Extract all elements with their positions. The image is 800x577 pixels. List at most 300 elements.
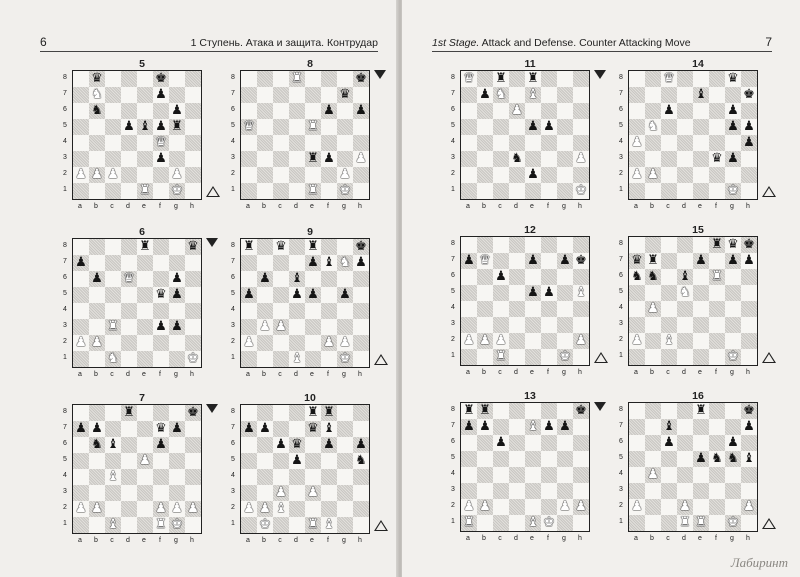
rank-label: 5 [619, 288, 623, 295]
square-b2 [89, 167, 105, 183]
square-a3 [461, 151, 477, 167]
file-labels [628, 535, 758, 542]
file-label: e [530, 203, 534, 210]
square-c3 [661, 483, 677, 499]
square-f5 [321, 119, 337, 135]
square-c7 [493, 253, 509, 269]
square-g6 [337, 437, 353, 453]
rank-label: 5 [451, 122, 455, 129]
square-d7 [509, 253, 525, 269]
square-g2 [337, 335, 353, 351]
rank-labels [448, 402, 458, 530]
square-d4 [677, 301, 693, 317]
square-c2 [661, 499, 677, 515]
square-f5 [153, 119, 169, 135]
white-bishop-icon: ♝ [575, 285, 587, 300]
square-g4 [337, 303, 353, 319]
square-g6 [337, 103, 353, 119]
square-c6 [661, 103, 677, 119]
rank-label: 2 [619, 170, 623, 177]
square-d6 [509, 269, 525, 285]
square-d8 [677, 237, 693, 253]
white-bishop-icon: ♝ [323, 517, 335, 532]
file-label: h [190, 537, 194, 544]
file-label: c [666, 535, 670, 542]
square-a3 [73, 151, 89, 167]
square-a2 [461, 167, 477, 183]
square-a4 [73, 303, 89, 319]
square-e3 [137, 151, 153, 167]
square-c7 [661, 87, 677, 103]
file-label: d [126, 203, 130, 210]
rank-labels [60, 404, 70, 532]
square-f3 [321, 319, 337, 335]
file-label: f [159, 371, 161, 378]
square-b5 [89, 119, 105, 135]
square-h3 [573, 483, 589, 499]
file-label: d [294, 371, 298, 378]
rank-label: 3 [63, 322, 67, 329]
chess-board [72, 238, 202, 368]
square-g2 [557, 167, 573, 183]
square-g8 [557, 71, 573, 87]
chess-diagram [448, 58, 610, 218]
square-d3 [289, 319, 305, 335]
square-d6 [121, 103, 137, 119]
page-title: 1 Ступень. Атака и защита. Контрудар [190, 37, 378, 49]
square-b4 [645, 135, 661, 151]
rank-label: 7 [619, 422, 623, 429]
square-f4 [321, 469, 337, 485]
square-a6 [73, 271, 89, 287]
square-g7 [337, 87, 353, 103]
page-header [40, 34, 378, 52]
file-label: h [578, 369, 582, 376]
square-e6 [693, 269, 709, 285]
diagram-number: 11 [524, 58, 536, 70]
square-f3 [709, 151, 725, 167]
square-d2 [509, 167, 525, 183]
square-c1 [105, 351, 121, 367]
square-c6 [493, 435, 509, 451]
white-knight-icon: ♞ [495, 87, 507, 102]
square-e6 [137, 271, 153, 287]
square-f3 [321, 485, 337, 501]
black-rook-icon: ♜ [695, 403, 707, 418]
square-f1 [153, 351, 169, 367]
white-rook-icon: ♜ [679, 515, 691, 530]
square-e5 [525, 451, 541, 467]
file-label: f [715, 369, 717, 376]
square-b7 [89, 421, 105, 437]
black-pawn-icon: ♟ [355, 255, 367, 270]
rank-label: 7 [63, 424, 67, 431]
rank-label: 4 [451, 304, 455, 311]
square-h1 [185, 517, 201, 533]
square-f7 [709, 419, 725, 435]
square-b4 [645, 467, 661, 483]
square-b5 [645, 285, 661, 301]
rank-label: 7 [231, 424, 235, 431]
black-pawn-icon: ♟ [743, 419, 755, 434]
square-f5 [709, 119, 725, 135]
square-d1 [509, 349, 525, 365]
square-c5 [493, 119, 509, 135]
white-queen-icon: ♛ [479, 253, 491, 268]
file-label: h [578, 535, 582, 542]
white-bishop-icon: ♝ [291, 351, 303, 366]
square-g1 [725, 183, 741, 199]
file-label: h [578, 203, 582, 210]
square-e3 [525, 483, 541, 499]
square-f8 [153, 405, 169, 421]
square-h3 [185, 319, 201, 335]
square-d5 [677, 451, 693, 467]
square-e7 [137, 421, 153, 437]
file-labels [240, 371, 370, 378]
square-d2 [677, 499, 693, 515]
square-c6 [661, 269, 677, 285]
square-a2 [73, 167, 89, 183]
square-a8 [241, 71, 257, 87]
white-bishop-icon: ♝ [527, 515, 539, 530]
square-e6 [305, 103, 321, 119]
rank-label: 4 [451, 138, 455, 145]
white-pawn-icon: ♟ [647, 467, 659, 482]
square-b1 [89, 183, 105, 199]
file-label: h [358, 371, 362, 378]
square-f3 [541, 151, 557, 167]
square-e6 [693, 435, 709, 451]
square-g4 [337, 469, 353, 485]
square-f1 [321, 183, 337, 199]
square-d4 [509, 301, 525, 317]
square-g5 [557, 451, 573, 467]
file-label: c [110, 371, 114, 378]
white-king-icon: ♚ [575, 183, 587, 198]
square-h5 [741, 451, 757, 467]
square-c6 [105, 103, 121, 119]
square-g7 [169, 255, 185, 271]
square-a3 [629, 151, 645, 167]
square-b2 [645, 499, 661, 515]
rank-labels [228, 404, 238, 532]
square-c7 [661, 419, 677, 435]
white-pawn-icon: ♟ [171, 501, 183, 516]
file-label: e [698, 203, 702, 210]
square-g4 [169, 469, 185, 485]
square-g1 [725, 515, 741, 531]
rank-label: 5 [231, 456, 235, 463]
rank-label: 5 [231, 290, 235, 297]
white-pawn-icon: ♟ [631, 167, 643, 182]
square-d2 [121, 167, 137, 183]
square-a4 [241, 303, 257, 319]
square-b8 [89, 239, 105, 255]
square-h8 [573, 237, 589, 253]
square-c5 [493, 285, 509, 301]
white-pawn-icon: ♟ [647, 167, 659, 182]
square-g5 [557, 285, 573, 301]
square-e7 [693, 87, 709, 103]
file-label: g [174, 203, 178, 210]
square-e1 [525, 349, 541, 365]
square-b5 [477, 119, 493, 135]
square-b8 [477, 71, 493, 87]
file-label: b [650, 369, 654, 376]
black-pawn-icon: ♟ [543, 285, 555, 300]
square-g5 [725, 451, 741, 467]
black-pawn-icon: ♟ [291, 453, 303, 468]
square-a4 [629, 135, 645, 151]
square-b1 [645, 183, 661, 199]
square-e8 [693, 71, 709, 87]
rank-label: 7 [451, 422, 455, 429]
square-g7 [169, 87, 185, 103]
file-label: b [650, 203, 654, 210]
file-label: c [278, 203, 282, 210]
black-bishop-icon: ♝ [743, 451, 755, 466]
square-b7 [477, 253, 493, 269]
white-knight-icon: ♞ [679, 285, 691, 300]
square-e4 [525, 301, 541, 317]
square-c6 [493, 269, 509, 285]
square-g2 [169, 167, 185, 183]
square-g7 [169, 421, 185, 437]
square-h5 [185, 453, 201, 469]
rank-label: 7 [231, 258, 235, 265]
square-f1 [541, 183, 557, 199]
square-h3 [353, 485, 369, 501]
square-c5 [273, 119, 289, 135]
rank-labels [228, 238, 238, 366]
black-pawn-icon: ♟ [727, 119, 739, 134]
square-a1 [629, 349, 645, 365]
file-label: a [78, 371, 82, 378]
black-queen-icon: ♛ [275, 239, 287, 254]
square-g5 [725, 119, 741, 135]
square-f4 [153, 469, 169, 485]
square-c7 [105, 87, 121, 103]
square-h2 [573, 333, 589, 349]
square-f4 [321, 135, 337, 151]
black-pawn-icon: ♟ [171, 287, 183, 302]
square-c4 [105, 469, 121, 485]
square-b2 [477, 167, 493, 183]
square-h2 [185, 501, 201, 517]
white-knight-icon: ♞ [107, 351, 119, 366]
square-f8 [321, 239, 337, 255]
square-c8 [493, 403, 509, 419]
rank-label: 3 [451, 486, 455, 493]
file-label: f [327, 203, 329, 210]
chess-diagram [228, 226, 390, 386]
square-b7 [257, 87, 273, 103]
rank-label: 7 [231, 90, 235, 97]
square-d1 [289, 183, 305, 199]
chess-diagram [616, 390, 778, 550]
square-e1 [693, 183, 709, 199]
square-c5 [105, 287, 121, 303]
square-h7 [353, 421, 369, 437]
square-d8 [509, 403, 525, 419]
square-g6 [337, 271, 353, 287]
black-pawn-icon: ♟ [727, 435, 739, 450]
square-b7 [89, 87, 105, 103]
square-d4 [289, 469, 305, 485]
square-f6 [709, 435, 725, 451]
rank-label: 3 [619, 486, 623, 493]
square-c4 [661, 135, 677, 151]
square-b6 [89, 437, 105, 453]
square-g6 [557, 103, 573, 119]
square-b8 [645, 403, 661, 419]
square-h1 [741, 349, 757, 365]
rank-label: 4 [619, 304, 623, 311]
white-pawn-icon: ♟ [559, 499, 571, 514]
square-d7 [121, 255, 137, 271]
square-e6 [525, 435, 541, 451]
diagram-number: 16 [692, 390, 704, 402]
square-d6 [677, 103, 693, 119]
square-b6 [645, 435, 661, 451]
square-h1 [353, 183, 369, 199]
square-f8 [541, 71, 557, 87]
diagram-number: 13 [524, 390, 536, 402]
square-g7 [557, 87, 573, 103]
square-h3 [353, 151, 369, 167]
square-c2 [493, 167, 509, 183]
file-label: f [159, 203, 161, 210]
square-b2 [257, 335, 273, 351]
white-pawn-icon: ♟ [463, 333, 475, 348]
black-pawn-icon: ♟ [727, 253, 739, 268]
chess-diagram [448, 224, 610, 384]
black-pawn-icon: ♟ [323, 103, 335, 118]
square-e1 [693, 515, 709, 531]
square-h1 [741, 183, 757, 199]
file-label: g [174, 371, 178, 378]
square-h6 [741, 435, 757, 451]
square-h1 [573, 515, 589, 531]
white-pawn-icon: ♟ [75, 501, 87, 516]
diagram-number: 10 [304, 392, 316, 404]
square-a6 [461, 269, 477, 285]
square-g3 [725, 483, 741, 499]
square-b4 [89, 469, 105, 485]
square-a2 [241, 167, 257, 183]
file-label: a [466, 369, 470, 376]
rank-label: 1 [451, 518, 455, 525]
square-e8 [525, 237, 541, 253]
black-bishop-icon: ♝ [139, 119, 151, 134]
white-king-icon: ♚ [559, 349, 571, 364]
square-c4 [273, 135, 289, 151]
file-label: c [498, 535, 502, 542]
square-d7 [677, 87, 693, 103]
black-pawn-icon: ♟ [171, 103, 183, 118]
file-label: g [342, 203, 346, 210]
square-h4 [741, 135, 757, 151]
square-h1 [741, 515, 757, 531]
square-h8 [185, 239, 201, 255]
square-c8 [273, 405, 289, 421]
square-b7 [257, 255, 273, 271]
file-label: g [342, 537, 346, 544]
square-b6 [89, 103, 105, 119]
square-d1 [677, 349, 693, 365]
black-king-icon: ♚ [743, 403, 755, 418]
diagram-number: 9 [307, 226, 313, 238]
square-h4 [185, 135, 201, 151]
file-labels [460, 535, 590, 542]
square-c1 [661, 349, 677, 365]
square-a7 [73, 421, 89, 437]
file-label: h [358, 537, 362, 544]
black-pawn-icon: ♟ [155, 119, 167, 134]
rank-label: 3 [619, 320, 623, 327]
square-d8 [677, 403, 693, 419]
square-f6 [153, 271, 169, 287]
black-queen-icon: ♛ [155, 287, 167, 302]
square-f6 [153, 437, 169, 453]
file-label: e [698, 369, 702, 376]
black-pawn-icon: ♟ [291, 287, 303, 302]
square-d2 [509, 333, 525, 349]
square-c7 [493, 419, 509, 435]
square-b4 [477, 467, 493, 483]
rank-label: 4 [619, 138, 623, 145]
black-rook-icon: ♜ [647, 253, 659, 268]
black-queen-icon: ♛ [187, 239, 199, 254]
file-label: h [746, 535, 750, 542]
rank-label: 3 [63, 488, 67, 495]
square-e4 [693, 467, 709, 483]
square-g8 [725, 71, 741, 87]
black-pawn-icon: ♟ [695, 451, 707, 466]
square-g4 [557, 467, 573, 483]
black-pawn-icon: ♟ [155, 87, 167, 102]
rank-label: 1 [451, 186, 455, 193]
square-c1 [661, 515, 677, 531]
white-to-move-icon [206, 186, 220, 197]
file-label: d [294, 537, 298, 544]
square-a4 [73, 469, 89, 485]
square-h5 [741, 119, 757, 135]
file-labels [240, 537, 370, 544]
square-a3 [461, 483, 477, 499]
chess-diagram [228, 392, 390, 552]
square-g8 [337, 239, 353, 255]
square-h4 [185, 469, 201, 485]
square-b5 [89, 453, 105, 469]
square-c8 [105, 239, 121, 255]
square-d1 [677, 183, 693, 199]
square-c3 [105, 151, 121, 167]
square-d1 [289, 517, 305, 533]
square-d3 [509, 483, 525, 499]
square-a7 [629, 419, 645, 435]
rank-label: 1 [231, 354, 235, 361]
white-pawn-icon: ♟ [307, 485, 319, 500]
page-title: 1st Stage. Attack and Defense. Counter Attacking Move [432, 37, 691, 49]
square-a4 [241, 135, 257, 151]
square-e8 [305, 405, 321, 421]
square-h7 [353, 255, 369, 271]
file-label: e [698, 535, 702, 542]
square-c1 [493, 515, 509, 531]
square-f5 [541, 285, 557, 301]
